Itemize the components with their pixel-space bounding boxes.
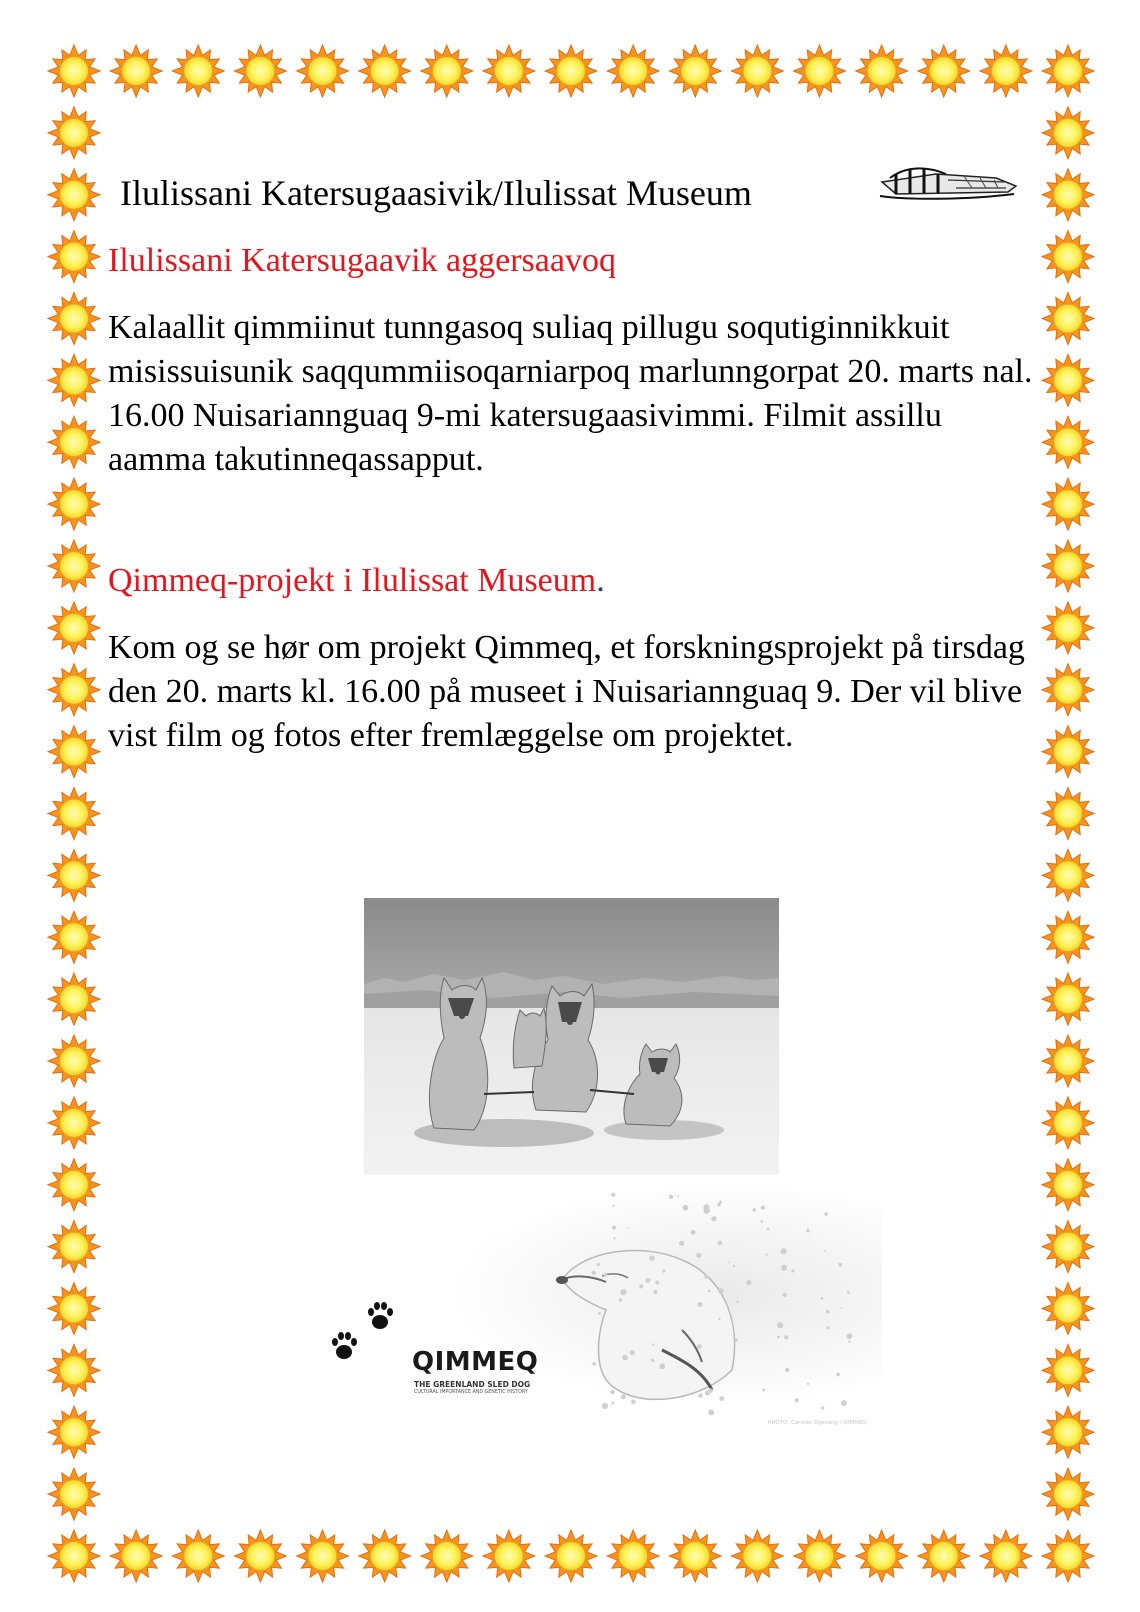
sun-icon: [48, 1035, 100, 1087]
sun-icon: [48, 1097, 100, 1149]
sun-icon: [1042, 354, 1094, 406]
sun-icon: [483, 45, 535, 97]
sun-icon: [1042, 1468, 1094, 1520]
sun-icon: [297, 45, 349, 97]
sun-icon: [856, 1530, 908, 1582]
sun-icon: [545, 1530, 597, 1582]
dog-sled-icon: [876, 160, 1022, 208]
sun-icon: [607, 45, 659, 97]
photo-credit: PHOTO: Carsten Egevang / QIMMEQ: [768, 1420, 867, 1426]
sun-icon: [48, 788, 100, 840]
sun-icon: [48, 1221, 100, 1273]
sun-icon: [48, 911, 100, 963]
sun-icon: [1042, 911, 1094, 963]
sun-icon: [483, 1530, 535, 1582]
sun-icon: [48, 1159, 100, 1211]
sun-icon: [48, 726, 100, 778]
sun-icon: [48, 354, 100, 406]
sun-icon: [110, 45, 162, 97]
qimmeq-logo-subtitle: THE GREENLAND SLED DOG: [414, 1380, 531, 1389]
sun-icon: [545, 45, 597, 97]
sun-icon: [1042, 1344, 1094, 1396]
qimmeq-logo-tagline: CULTURAL IMPORTANCE AND GENETIC HISTORY: [414, 1390, 528, 1395]
sun-icon: [172, 1530, 224, 1582]
heading-danish-text: Qimmeq-projekt i Ilulissat Museum: [108, 562, 597, 599]
sun-icon: [669, 45, 721, 97]
heading-danish: [108, 562, 1038, 600]
sun-icon: [1042, 1283, 1094, 1335]
sun-icon: [1042, 1406, 1094, 1458]
sun-icon: [48, 169, 100, 221]
body-greenlandic: Kalaallit qimmiinut tunngasoq suliaq pillugu soqutiginnikkuit misissuisunik saqqummiisoqarniarpoq marlunngorpat 20. marts nal. 16.00 Nuisariannguaq 9-mi katersugaasivimmi. Filmit assillu aamma takutinneqassapput.: [108, 309, 1033, 478]
sun-icon: [1042, 1530, 1094, 1582]
sun-icon: [48, 602, 100, 654]
sun-icon: [1042, 478, 1094, 530]
sun-icon: [1042, 1035, 1094, 1087]
sun-icon: [980, 1530, 1032, 1582]
sun-icon: [1042, 1159, 1094, 1211]
sun-icon: [421, 45, 473, 97]
sun-icon: [918, 1530, 970, 1582]
sun-icon: [918, 45, 970, 97]
sun-icon: [794, 45, 846, 97]
sun-icon: [48, 45, 100, 97]
sun-icon: [48, 1344, 100, 1396]
sun-icon: [1042, 231, 1094, 283]
sun-icon: [1042, 664, 1094, 716]
sun-icon: [607, 1530, 659, 1582]
sun-icon: [48, 107, 100, 159]
sun-icon: [1042, 45, 1094, 97]
sun-icon: [1042, 416, 1094, 468]
sun-icon: [48, 1283, 100, 1335]
sun-icon: [1042, 849, 1094, 901]
sled-dogs-photo: [364, 898, 779, 1175]
sun-icon: [1042, 726, 1094, 778]
sun-icon: [48, 849, 100, 901]
sun-icon: [48, 540, 100, 592]
sun-icon: [1042, 788, 1094, 840]
sun-icon: [1042, 293, 1094, 345]
sun-icon: [1042, 1221, 1094, 1273]
heading-greenlandic: Ilulissani Katersugaavik aggersaavoq: [108, 242, 616, 279]
sun-icon: [421, 1530, 473, 1582]
sun-icon: [731, 45, 783, 97]
sun-icon: [731, 1530, 783, 1582]
sun-icon: [48, 416, 100, 468]
body-danish: Kom og se hør om projekt Qimmeq, et forskningsprojekt på tirsdag den 20. marts kl. 16.00 på museet i Nuisariannguaq 9. Der vil blive vist film og fotos efter fremlæggelse om projektet.: [108, 629, 1025, 754]
sun-icon: [359, 1530, 411, 1582]
sun-icon: [856, 45, 908, 97]
sun-icon: [1042, 1097, 1094, 1149]
sun-icon: [1042, 540, 1094, 592]
sun-icon: [172, 45, 224, 97]
page-title: Ilulissani Katersugaasivik/Ilulissat Museum: [120, 173, 752, 213]
sun-icon: [48, 1406, 100, 1458]
sun-icon: [48, 231, 100, 283]
sun-icon: [48, 1530, 100, 1582]
sun-icon: [48, 973, 100, 1025]
sun-icon: [794, 1530, 846, 1582]
sun-icon: [48, 293, 100, 345]
sun-icon: [48, 664, 100, 716]
sun-icon: [1042, 602, 1094, 654]
sun-icon: [48, 478, 100, 530]
heading-danish-period: .: [596, 562, 605, 599]
sun-icon: [1042, 107, 1094, 159]
qimmeq-logo-title: QIMMEQ: [412, 1347, 539, 1377]
sun-icon: [297, 1530, 349, 1582]
sun-icon: [1042, 973, 1094, 1025]
sun-icon: [234, 45, 286, 97]
sun-icon: [110, 1530, 162, 1582]
qimmeq-banner: [262, 1180, 882, 1432]
sun-icon: [48, 1468, 100, 1520]
sun-icon: [234, 1530, 286, 1582]
sun-icon: [669, 1530, 721, 1582]
paw-print-icon: [330, 1298, 400, 1368]
sun-icon: [359, 45, 411, 97]
sun-icon: [980, 45, 1032, 97]
